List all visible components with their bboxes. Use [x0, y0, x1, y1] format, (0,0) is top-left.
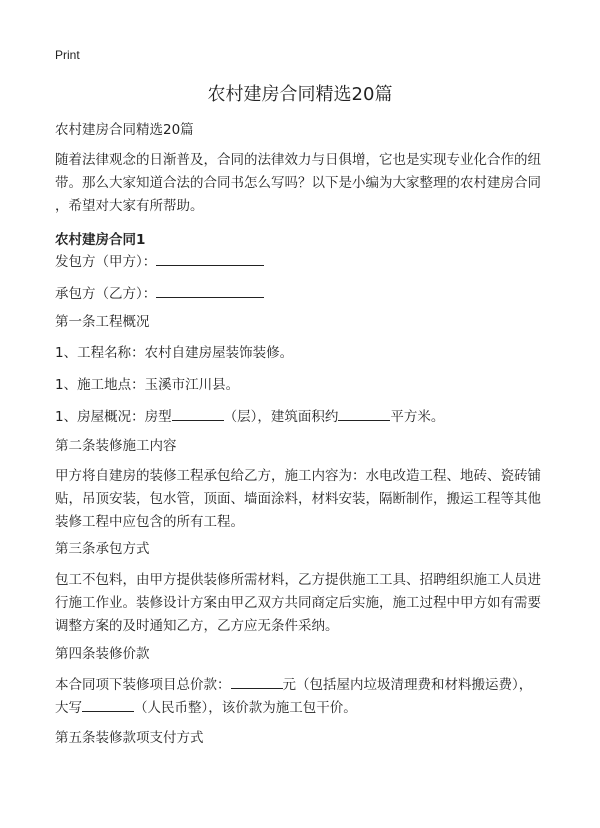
price-blank	[231, 675, 283, 689]
article-1-heading: 第一条工程概况	[55, 314, 150, 330]
item3-a: 1、房屋概况：房型	[55, 409, 172, 425]
art4-a: 本合同项下装修项目总价款：	[55, 677, 231, 693]
party-a-blank	[156, 252, 264, 266]
article-2-line: 贴，吊顶安装，包水管，顶面、墙面涂料，材料安装，隔断制作，搬运工程等其他	[55, 491, 541, 507]
floors-blank	[172, 407, 224, 421]
print-link[interactable]: Print	[55, 48, 80, 62]
page-title: 农村建房合同精选20篇	[207, 84, 393, 105]
party-a-line	[55, 252, 264, 271]
party-b-blank	[156, 284, 264, 298]
item-location: 1、施工地点：玉溪市江川县。	[55, 377, 240, 393]
art4-d: （人民币整），该价款为施工包干价。	[134, 700, 357, 716]
art4-b: 元（包括屋内垃圾清理费和材料搬运费），	[282, 677, 533, 693]
article-2-heading: 第二条装修施工内容	[55, 438, 177, 454]
party-b-line	[55, 284, 264, 303]
intro-line: ，希望对大家有所帮助。	[55, 198, 204, 214]
article-3-line: 包工不包料，由甲方提供装修所需材料，乙方提供施工工具、招聘组织施工人员进	[55, 572, 541, 588]
article-3-line: 行施工作业。装修设计方案由甲乙双方共同商定后实施，施工过程中甲方如有需要	[55, 595, 541, 611]
article-2-line: 装修工程中应包含的所有工程。	[55, 514, 244, 530]
art4-c: 大写	[55, 700, 82, 716]
intro-line: 随着法律观念的日渐普及，合同的法律效力与日俱增，它也是实现专业化合作的纽	[55, 152, 541, 168]
article-4-heading: 第四条装修价款	[55, 646, 150, 662]
article-5-heading: 第五条装修款项支付方式	[55, 730, 204, 746]
area-blank	[338, 407, 390, 421]
article-4-line	[55, 698, 357, 717]
section-heading: 农村建房合同1	[55, 232, 146, 248]
subtitle: 农村建房合同精选20篇	[55, 122, 194, 138]
article-3-heading: 第三条承包方式	[55, 541, 150, 557]
intro-line: 带。那么大家知道合法的合同书怎么写吗？以下是小编为大家整理的农村建房合同	[55, 175, 541, 191]
item3-c: 平方米。	[390, 409, 445, 425]
item3-b: （层），建筑面积约	[223, 409, 339, 425]
article-4-line	[55, 675, 532, 694]
item-project-name: 1、工程名称：农村自建房屋装饰装修。	[55, 345, 294, 361]
item-house-overview	[55, 407, 444, 426]
uppercase-blank	[82, 698, 134, 712]
party-b-label: 承包方（乙方）：	[55, 286, 157, 302]
article-3-line: 调整方案的及时通知乙方，乙方应无条件采纳。	[55, 618, 339, 634]
article-2-line: 甲方将自建房的装修工程承包给乙方，施工内容为：水电改造工程、地砖、瓷砖铺	[55, 468, 541, 484]
party-a-label: 发包方（甲方）：	[55, 254, 157, 270]
